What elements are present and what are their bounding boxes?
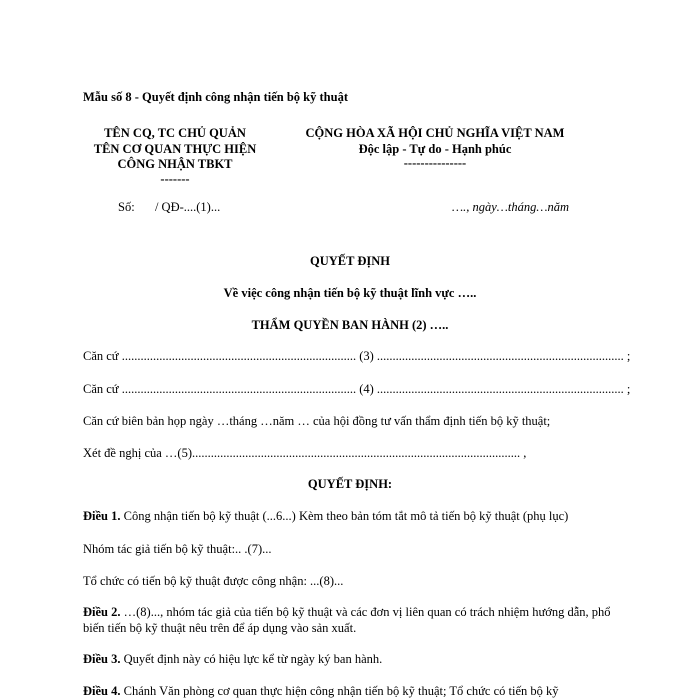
organization-line: Tổ chức có tiến bộ kỹ thuật được công nhận: ...(8)... [83, 574, 344, 588]
article-1 [83, 509, 568, 525]
legal-basis-proposal: Xét đề nghị của …(5)......................................................................................................... , [83, 446, 527, 460]
article-4-label: Điều 4. [83, 684, 121, 698]
authors-line: Nhóm tác giả tiến bộ kỹ thuật:.. .(7)... [83, 542, 272, 556]
parent-agency-name: TÊN CQ, TC CHỦ QUẢN [104, 126, 246, 140]
executing-agency-name: TÊN CƠ QUAN THỰC HIỆN [93, 141, 257, 156]
article-4 [83, 684, 559, 700]
article-3-label: Điều 3. [83, 652, 121, 666]
article-1-text: Công nhận tiến bộ kỹ thuật (...6...) Kèm theo bản tóm tắt mô tả tiến bộ kỹ thuật (phụ lục) [120, 509, 569, 523]
legal-basis-1: Căn cứ ........................................................................... (3) ............................................................................... ; [83, 349, 631, 363]
executing-agency-role: CÔNG NHẬN TBKT [117, 157, 233, 172]
national-header [270, 126, 600, 170]
document-number-value: / QĐ-....(1)... [154, 200, 221, 214]
left-header-separator: ------- [160, 171, 190, 186]
legal-basis-2: Căn cứ ........................................................................... (4) ............................................................................... ; [83, 382, 631, 396]
document-date: …., ngày…tháng…năm [452, 200, 570, 214]
form-title: Mẫu số 8 - Quyết định công nhận tiến bộ kỹ thuật [83, 90, 348, 104]
legal-basis-meeting: Căn cứ biên bản họp ngày …tháng …năm … của hội đồng tư vấn thẩm định tiến bộ kỹ thuật; [83, 414, 551, 428]
document-number [118, 200, 220, 216]
article-2-label: Điều 2. [83, 605, 121, 619]
article-3-text: Quyết định này có hiệu lực kể từ ngày ký ban hành. [120, 652, 383, 666]
issuing-agency-header [70, 126, 280, 185]
national-title: CỘNG HÒA XÃ HỘI CHỦ NGHĨA VIỆT NAM [305, 126, 565, 140]
issuing-authority: THẨM QUYỀN BAN HÀNH (2) ….. [251, 318, 449, 332]
article-3 [83, 652, 382, 668]
document-number-label: Số: [118, 200, 135, 214]
article-2 [83, 604, 618, 637]
national-motto: Độc lập - Tự do - Hạnh phúc [358, 141, 512, 156]
article-2-text: …(8)..., nhóm tác giả của tiến bộ kỹ thuật và các đơn vị liên quan có trách nhiệm hướng dẫn, phổ biến tiến bộ kỹ thuật nêu trên để áp dụng vào sản xuất. [83, 605, 611, 636]
right-header-separator: --------------- [403, 156, 467, 171]
document-title: QUYẾT ĐỊNH [310, 254, 390, 268]
document-subject: Về việc công nhận tiến bộ kỹ thuật lĩnh vực ….. [223, 286, 477, 300]
article-1-label: Điều 1. [83, 509, 121, 523]
article-4-text: Chánh Văn phòng cơ quan thực hiện công nhận tiến bộ kỹ thuật; Tổ chức có tiến bộ kỹ [120, 684, 559, 698]
decision-heading: QUYẾT ĐỊNH: [307, 477, 393, 491]
